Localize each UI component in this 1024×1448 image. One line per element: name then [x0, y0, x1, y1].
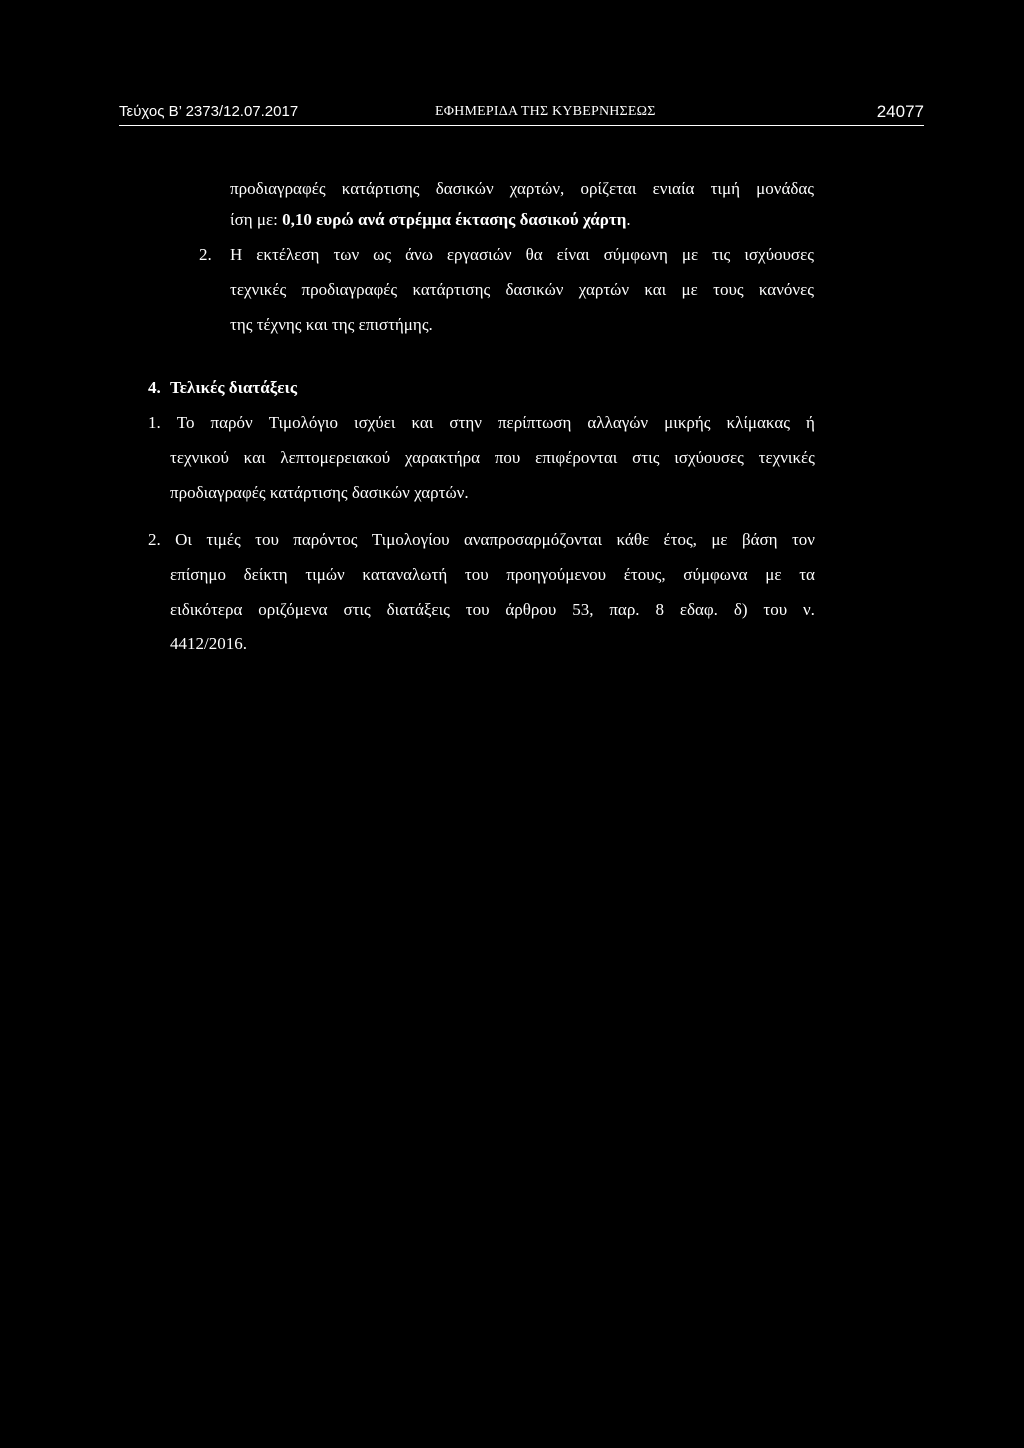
- block2-number: 2.: [199, 245, 212, 264]
- word: δ): [733, 600, 748, 619]
- word: του: [255, 530, 279, 549]
- word: 2.: [148, 530, 161, 549]
- word: ισχύουσες: [744, 245, 814, 264]
- word: χαρακτήρα: [404, 448, 481, 467]
- word: των: [333, 245, 360, 264]
- para1-line1: [148, 413, 815, 433]
- word: Οι: [175, 530, 192, 549]
- word: 1.: [148, 413, 161, 432]
- word: είναι: [556, 245, 590, 264]
- word: επίσημο: [170, 565, 226, 584]
- word: κλίμακας: [726, 413, 790, 432]
- word: που: [494, 448, 521, 467]
- word: στις: [343, 600, 371, 619]
- word: επιφέρονται: [535, 448, 618, 467]
- word: στην: [449, 413, 482, 432]
- word: προδιαγραφές: [301, 280, 398, 299]
- word: ορίζεται: [580, 179, 637, 198]
- word: με: [681, 280, 698, 299]
- word: Η: [230, 245, 243, 264]
- word: οριζόμενα: [258, 600, 328, 619]
- word: δασικών: [505, 280, 564, 299]
- word: τιμή: [710, 179, 740, 198]
- para2-line1: [148, 530, 815, 550]
- word: προηγούμενου: [506, 565, 607, 584]
- word: Τιμολογίου: [371, 530, 450, 549]
- word: ισχύουσες: [674, 448, 744, 467]
- word: αλλαγών: [587, 413, 649, 432]
- word: τους: [713, 280, 744, 299]
- unit-price-text: 0,10 ευρώ ανά στρέμμα έκτασης δασικού χάρτη: [282, 210, 627, 229]
- word: τον: [791, 530, 815, 549]
- word: διατάξεις: [386, 600, 450, 619]
- word: κατάρτισης: [341, 179, 420, 198]
- word: κάθε: [616, 530, 650, 549]
- para2-line2: [170, 565, 815, 585]
- block2-line1: [230, 245, 814, 265]
- word: παρ.: [609, 600, 640, 619]
- word: σύμφωνη: [603, 245, 668, 264]
- para2-line4: 4412/2016.: [170, 634, 247, 653]
- word: μικρής: [664, 413, 711, 432]
- block1-line1: [230, 179, 814, 199]
- word: στις: [632, 448, 660, 467]
- word: δασικών: [435, 179, 494, 198]
- word: έτους,: [623, 565, 666, 584]
- word: τις: [712, 245, 731, 264]
- word: ισχύει: [354, 413, 396, 432]
- word: και: [644, 280, 667, 299]
- word: σύμφωνα: [683, 565, 748, 584]
- word: τα: [799, 565, 815, 584]
- word: τεχνικού: [170, 448, 229, 467]
- block1-line2: [230, 210, 631, 230]
- word: έτος,: [663, 530, 697, 549]
- issue-reference: Τεύχος Β’ 2373/12.07.2017: [119, 103, 299, 120]
- word: 53,: [572, 600, 594, 619]
- word: θα: [525, 245, 543, 264]
- section-heading: [148, 378, 297, 398]
- word: ή: [806, 413, 815, 432]
- page-header: [119, 103, 924, 126]
- block2-line3: της τέχνης και της επιστήμης.: [230, 315, 433, 334]
- word: κανόνες: [758, 280, 814, 299]
- word: ειδικότερα: [170, 600, 243, 619]
- word: του: [465, 600, 490, 619]
- word: 8: [655, 600, 664, 619]
- word: δείκτη: [243, 565, 288, 584]
- word: τεχνικές: [230, 280, 287, 299]
- para2-line3: [170, 600, 815, 620]
- word: αναπροσαρμόζονται: [463, 530, 603, 549]
- word: τεχνικές: [758, 448, 815, 467]
- word: χαρτών: [578, 280, 630, 299]
- word: εκτέλεση: [256, 245, 320, 264]
- page-number: 24077: [876, 102, 924, 121]
- word: και: [243, 448, 266, 467]
- word: εργασιών: [446, 245, 512, 264]
- word: του: [763, 600, 788, 619]
- word: τιμές: [206, 530, 241, 549]
- para1-line3: προδιαγραφές κατάρτισης δασικών χαρτών.: [170, 483, 469, 502]
- word: προδιαγραφές: [230, 179, 326, 198]
- word: άνω: [405, 245, 433, 264]
- word: με: [681, 245, 699, 264]
- gazette-title: ΕΦΗΜΕΡΙΔΑ ΤΗΣ ΚΥΒΕΡΝΗΣΕΩΣ: [435, 104, 656, 119]
- word: Το: [176, 413, 195, 432]
- word: παρόν: [210, 413, 253, 432]
- word: τιμών: [305, 565, 345, 584]
- word: παρόντος: [293, 530, 358, 549]
- section-title: Τελικές διατάξεις: [170, 378, 297, 397]
- word: χαρτών,: [509, 179, 565, 198]
- word: κατάρτισης: [412, 280, 491, 299]
- word: μονάδας: [756, 179, 814, 198]
- block1-line2-prefix: ίση με:: [230, 210, 283, 229]
- word: με: [765, 565, 782, 584]
- word: άρθρου: [505, 600, 557, 619]
- word: με: [711, 530, 728, 549]
- block1-line2-suffix: .: [626, 210, 631, 229]
- word: βάση: [741, 530, 778, 549]
- word: και: [411, 413, 434, 432]
- word: καταναλωτή: [362, 565, 448, 584]
- block2-line2: [230, 280, 814, 300]
- word: Τιμολόγιο: [268, 413, 338, 432]
- word: του: [464, 565, 489, 584]
- word: ως: [373, 245, 392, 264]
- word: ν.: [802, 600, 815, 619]
- word: εδαφ.: [679, 600, 718, 619]
- section-number: 4.: [148, 378, 161, 397]
- word: ενιαία: [652, 179, 695, 198]
- word: λεπτομερειακού: [280, 448, 391, 467]
- para1-line2: [170, 448, 815, 468]
- word: περίπτωση: [497, 413, 572, 432]
